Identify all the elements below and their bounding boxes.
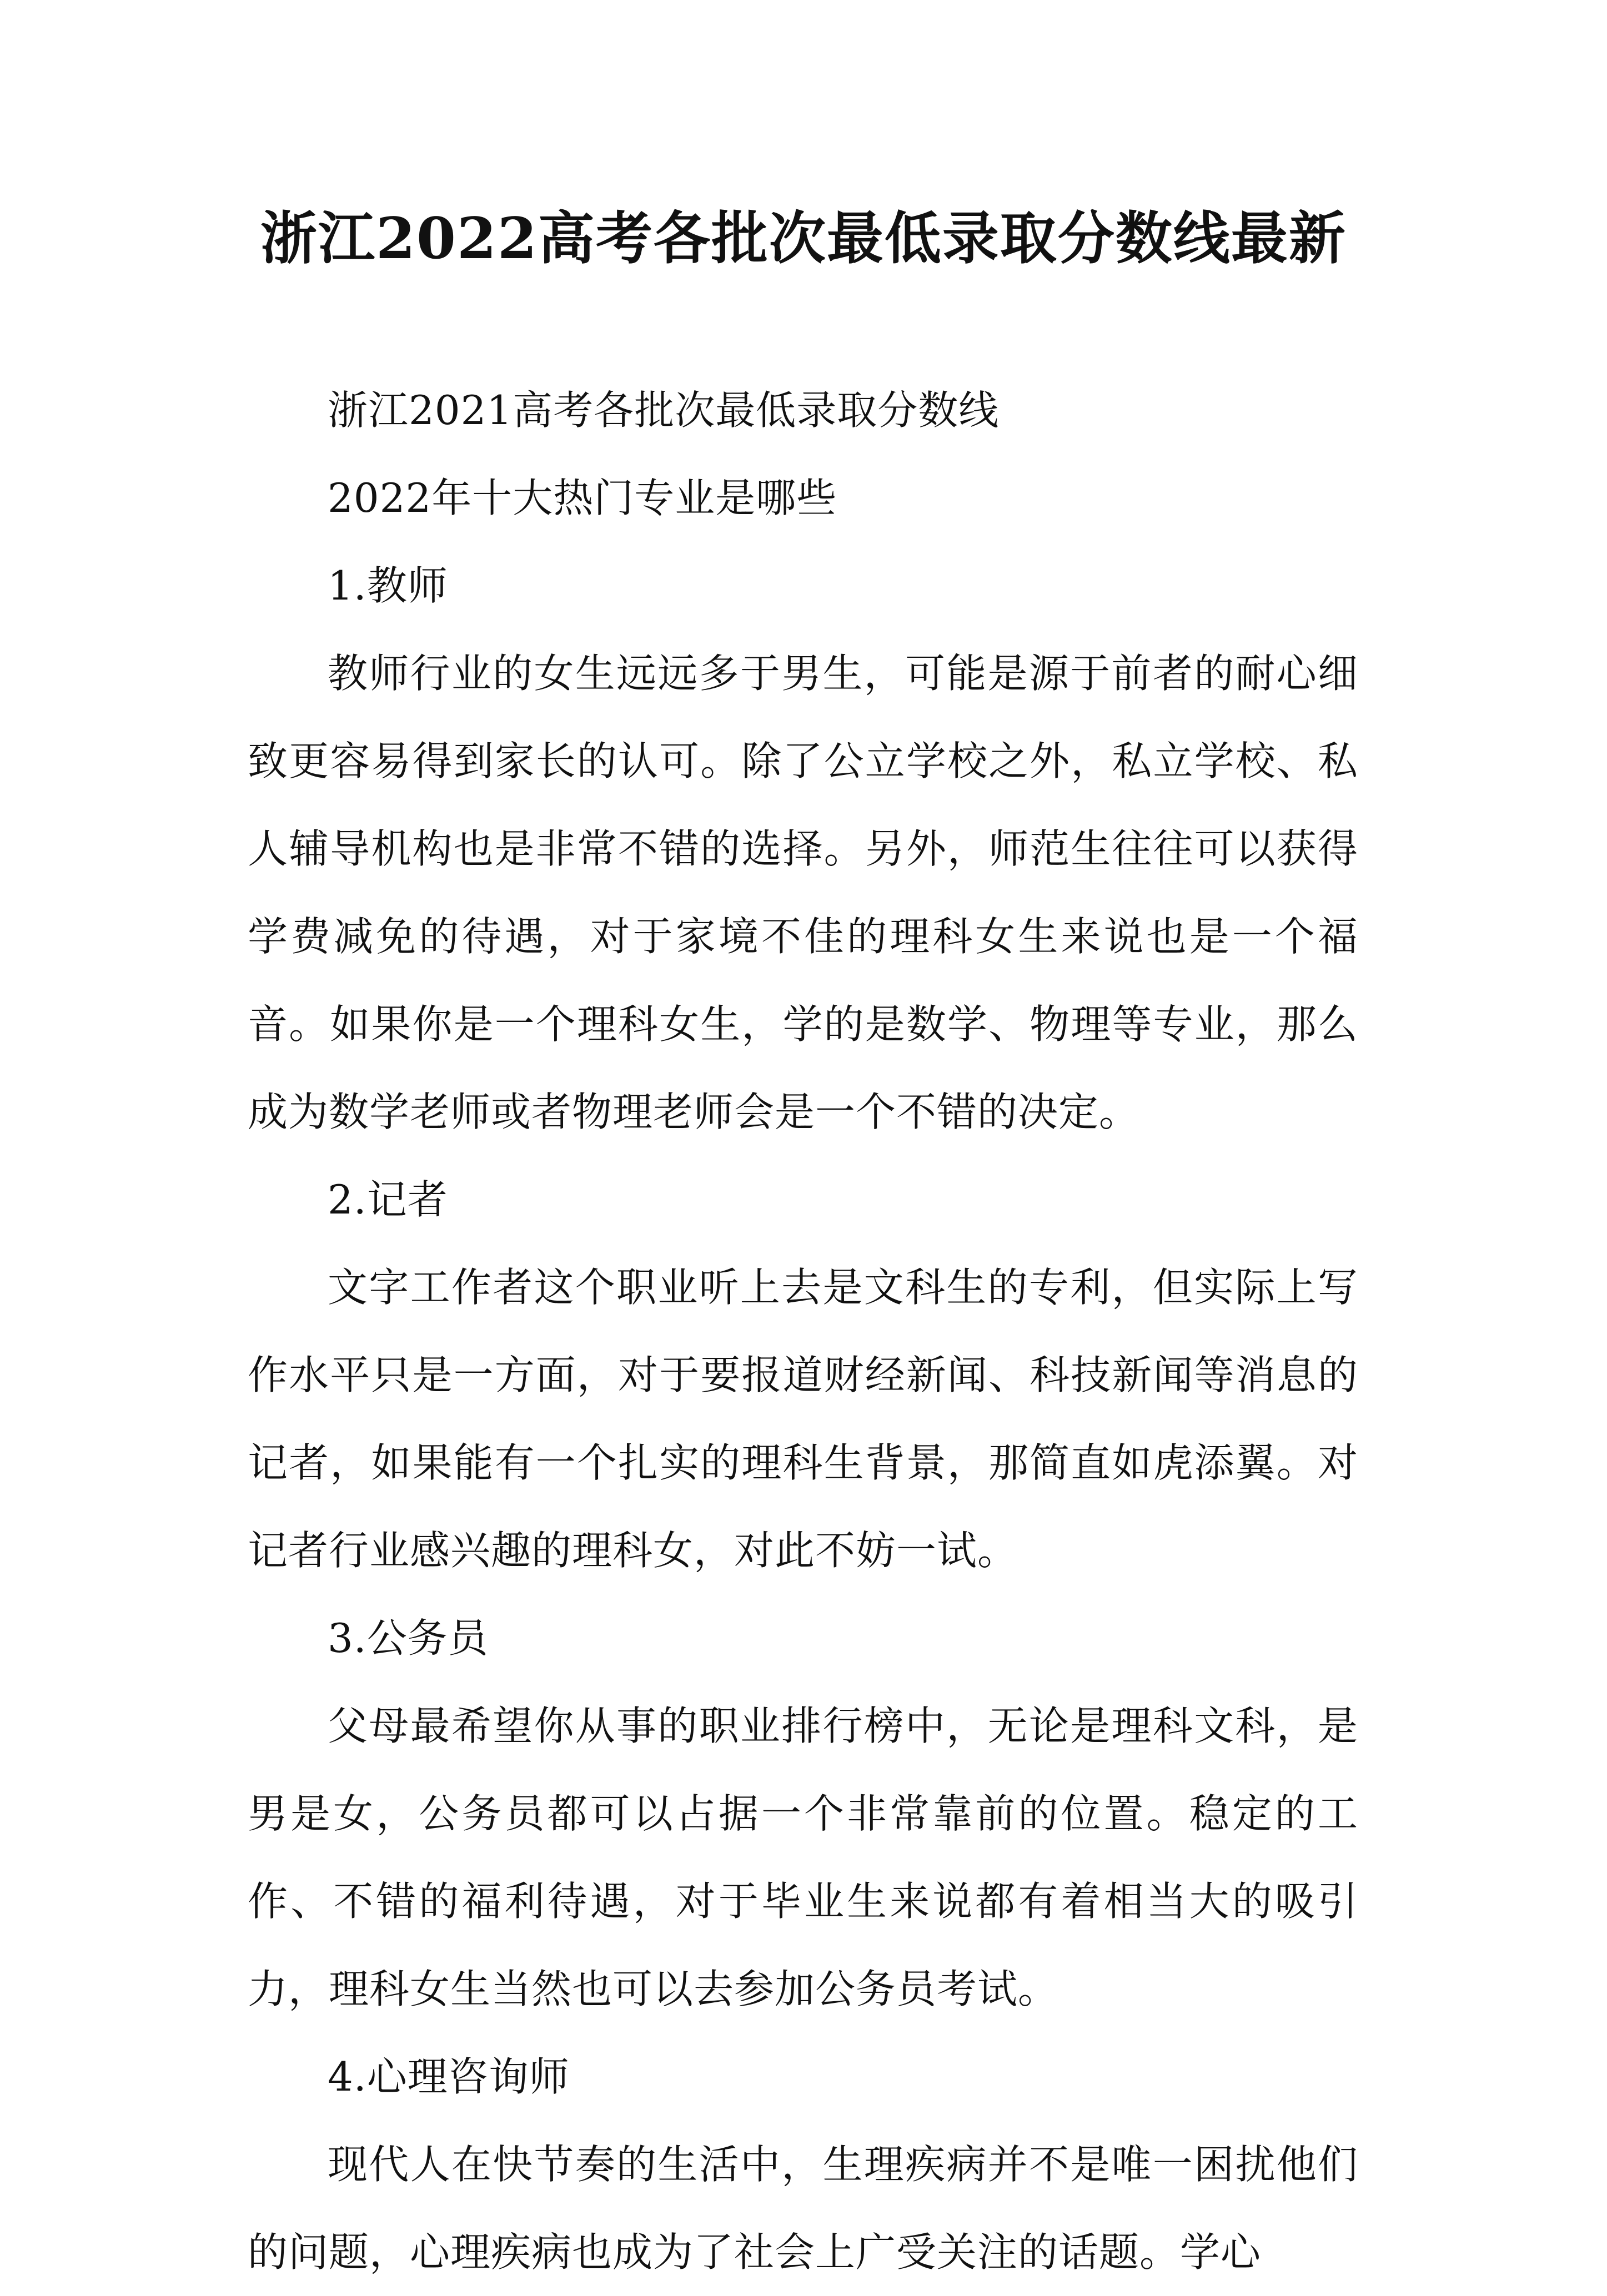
section-body-teacher: 教师行业的女生远远多于男生，可能是源于前者的耐心细致更容易得到家长的认可。除了公立学校之外，私立学校、私人辅导机构也是非常不错的选择。另外，师范生往往可以获得学费减免的待遇，对于家境不佳的理科女生来说也是一个福音。如果你是一个理科女生，学的是数学、物理等专业，那么成为数学老师或者物理老师会是一个不错的决定。: [248, 650, 1358, 1135]
section-heading-teacher: 1.教师: [328, 562, 448, 609]
section-heading-counselor: 4.心理咨询师: [328, 2053, 570, 2100]
section-body-counselor: 现代人在快节奏的生活中，生理疾病并不是唯一困扰他们的问题，心理疾病也成为了社会上广受关注的话题。学心: [248, 2141, 1358, 2275]
document-body: [248, 366, 1358, 2296]
section-body-reporter: 文字工作者这个职业听上去是文科生的专利，但实际上写作水平只是一方面，对于要报道财经新闻、科技新闻等消息的记者，如果能有一个扎实的理科生背景，那简直如虎添翼。对记者行业感兴趣的理科女，对此不妨一试。: [248, 1264, 1358, 1574]
section-body-civil-servant: 父母最希望你从事的职业排行榜中，无论是理科文科，是男是女，公务员都可以占据一个非常靠前的位置。稳定的工作、不错的福利待遇，对于毕业生来说都有着相当大的吸引力，理科女生当然也可以去参加公务员考试。: [248, 1703, 1358, 2012]
subtitle-2021-scores: 浙江2021高考各批次最低录取分数线: [328, 387, 1000, 434]
section-heading-civil-servant: 3.公务员: [328, 1615, 489, 1661]
document-title: 浙江2022高考各批次最低录取分数线最新: [260, 205, 1347, 272]
subtitle-popular-majors: 2022年十大热门专业是哪些: [328, 475, 837, 521]
section-heading-reporter: 2.记者: [328, 1176, 448, 1223]
